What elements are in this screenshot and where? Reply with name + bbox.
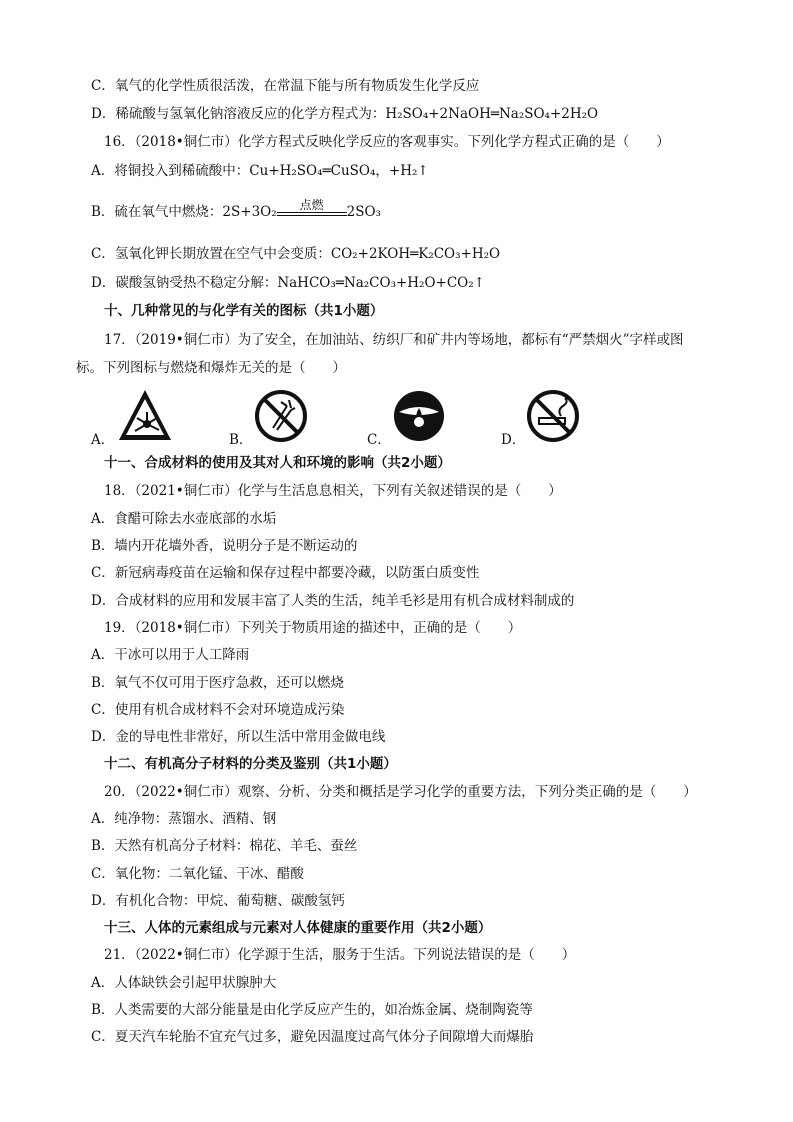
q16-option-b [91, 198, 733, 222]
equals-bar-bottom [277, 215, 347, 216]
section-10-heading: 十、几种常见的与化学有关的图标（共1小题） [104, 303, 384, 319]
q18-option-d: D．合成材料的应用和发展丰富了人类的生活，纯羊毛衫是用有机合成材料制成的 [91, 593, 575, 609]
q19-option-a: A．干冰可以用于人工降雨 [91, 647, 250, 663]
q16-option-c: C．氢氧化钾长期放置在空气中会变质：CO₂+2KOH═K₂CO₃+H₂O [91, 246, 501, 262]
q20-option-d: D．有机化合物：甲烷、葡萄糖、碳酸氢钙 [91, 893, 345, 909]
q16-option-b-product: 2SO₃ [346, 204, 381, 220]
q20-option-c: C．氧化物：二氧化锰、干冰、醋酸 [91, 866, 304, 882]
section-13-heading: 十三、人体的元素组成与元素对人体健康的重要作用（共2小题） [104, 920, 492, 936]
q17-option-c-label: C． [367, 432, 391, 448]
q21-option-b: B．人类需要的大部分能量是由化学反应产生的，如冶炼金属、烧制陶瓷等 [91, 1002, 533, 1018]
q19-option-c: C．使用有机合成材料不会对环境造成污染 [91, 702, 345, 718]
q20-option-a: A．纯净物：蒸馏水、酒精、钢 [91, 811, 277, 827]
q17-icon-options [91, 388, 691, 448]
q18-option-c: C．新冠病毒疫苗在运输和保存过程中都要冷藏，以防蛋白质变性 [91, 565, 480, 581]
q16-option-b-text: B．硫在氧气中燃烧：2S+3O₂ [91, 204, 277, 220]
q19-option-b: B．氧气不仅可用于医疗急救，还可以燃烧 [91, 675, 344, 691]
section-11-heading: 十一、合成材料的使用及其对人和环境的影响（共2小题） [104, 455, 451, 471]
q17-stem-cont: 标。下列图标与燃烧和爆炸无关的是（ ） [76, 360, 346, 376]
q18-stem: 18．（2021•铜仁市）化学与生活息息相关，下列有关叙述错误的是（ ） [104, 483, 562, 499]
q16-option-a: A．将铜投入到稀硫酸中：Cu+H₂SO₄═CuSO₄，+H₂↑ [91, 163, 429, 179]
q18-option-a: A．食醋可除去水壶底部的水垢 [91, 511, 277, 527]
q17-option-a-label: A． [91, 432, 115, 448]
equals-bar-top [277, 212, 347, 213]
q21-stem: 21．（2022•铜仁市）化学源于生活，服务于生活。下列说法错误的是（ ） [104, 947, 576, 963]
q21-option-a: A．人体缺铁会引起甲状腺肿大 [91, 975, 277, 991]
q17-option-d-label: D． [501, 432, 526, 448]
q18-option-b: B．墙内开花墙外香，说明分子是不断运动的 [91, 538, 358, 554]
q15-option-d: D．稀硫酸与氢氧化钠溶液反应的化学方程式为：H₂SO₄+2NaOH═Na₂SO₄+2H₂O [91, 106, 599, 122]
q21-option-c: C．夏天汽车轮胎不宜充气过多，避免因温度过高气体分子间隙增大而爆胎 [91, 1029, 534, 1045]
q15-option-c: C．氧气的化学性质很活泼，在常温下能与所有物质发生化学反应 [91, 78, 480, 94]
explosive-warning-icon [117, 388, 173, 444]
condition-label: 点燃 [299, 198, 324, 212]
section-12-heading: 十二、有机高分子材料的分类及鉴别（共1小题） [104, 756, 397, 772]
q20-option-b: B．天然有机高分子材料：棉花、羊毛、蚕丝 [91, 838, 358, 854]
q20-stem: 20．（2022•铜仁市）观察、分析、分类和概括是学习化学的重要方法，下列分类正确的是（ ） [104, 784, 697, 800]
no-fireworks-icon [253, 388, 309, 444]
q16-stem: 16．（2018•铜仁市）化学方程式反映化学反应的客观事实。下列化学方程式正确的是（ ） [104, 134, 670, 150]
reaction-condition [277, 199, 347, 216]
q17-option-b-label: B． [229, 432, 253, 448]
q19-stem: 19．（2018•铜仁市）下列关于物质用途的描述中，正确的是（ ） [104, 620, 522, 636]
q16-option-d: D．碳酸氢钠受热不稳定分解：NaHCO₃═Na₂CO₃+H₂O+CO₂↑ [91, 275, 485, 291]
q17-stem: 17．（2019•铜仁市）为了安全，在加油站、纺织厂和矿井内等场地，都标有“严禁烟火”字样或图 [104, 332, 684, 348]
no-smoking-icon [525, 388, 581, 444]
water-saving-icon [391, 388, 447, 444]
q19-option-d: D．金的导电性非常好，所以生活中常用金做电线 [91, 729, 386, 745]
